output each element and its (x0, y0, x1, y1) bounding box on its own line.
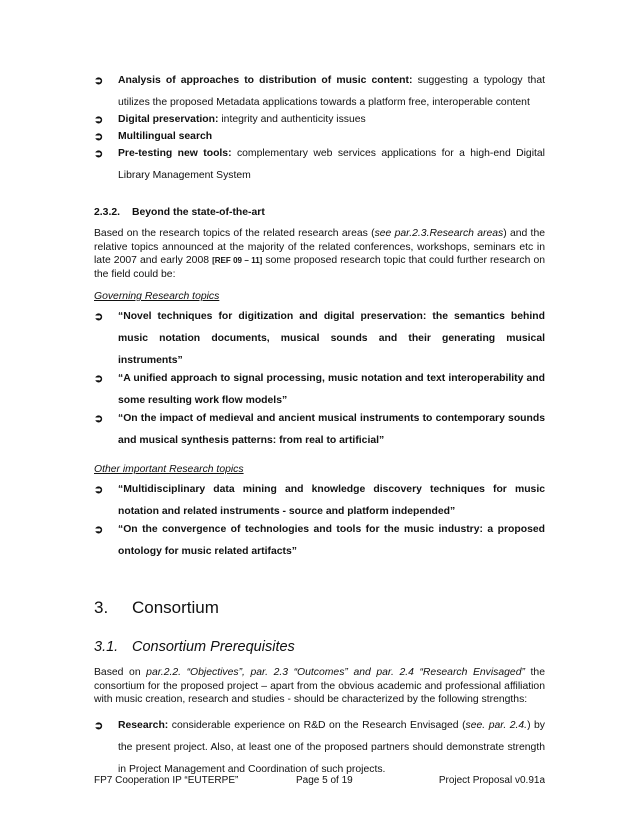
paragraph-state-of-the-art (94, 227, 545, 281)
section-heading-3 (94, 598, 545, 618)
governing-topics-heading: Governing Research topics (94, 291, 220, 302)
bullet-text: “Multidisciplinary data mining and knowledge discovery techniques for music notation and related instruments - source and platform independed” (118, 484, 545, 517)
arrow-bullet-icon: ➲ (94, 524, 104, 536)
bullet-text: “A unified approach to signal processing, music notation and text interoperability and some resulting work flow models” (118, 373, 545, 406)
section-number: 2.3.2. (94, 207, 120, 218)
arrow-bullet-icon: ➲ (94, 719, 104, 732)
arrow-bullet-icon: ➲ (94, 131, 104, 143)
footer-page-number: Page 5 of 19 (296, 775, 353, 786)
footer-left: FP7 Cooperation IP “EUTERPE” (94, 775, 239, 786)
bullet-bold: Multilingual search (118, 131, 213, 142)
section-number: 3.1. (94, 639, 119, 655)
bullet-item (94, 306, 545, 372)
arrow-bullet-icon: ➲ (94, 148, 104, 160)
bullet-text: integrity and authenticity issues (218, 114, 366, 125)
bullet-bold: Analysis of approaches to distribution of music content: (118, 75, 413, 86)
paragraph-consortium (94, 666, 545, 707)
page-footer (94, 775, 545, 787)
arrow-bullet-icon: ➲ (94, 114, 104, 126)
bullet-bold: Research: (118, 719, 169, 731)
bullet-bold: Pre-testing new tools: (118, 148, 232, 159)
bullet-item (94, 519, 545, 563)
bullet-item (94, 368, 545, 412)
arrow-bullet-icon: ➲ (94, 413, 104, 425)
text: Based on (94, 667, 147, 678)
arrow-bullet-icon: ➲ (94, 311, 104, 323)
text: some proposed research topic that could further research on the field could be: (94, 255, 545, 280)
bullet-text: “On the convergence of technologies and tools for the music industry: a proposed ontology for music related artifacts” (118, 524, 545, 557)
bullet-item (94, 715, 545, 781)
bullet-bold: Digital preservation: (118, 114, 219, 125)
section-title: Consortium (132, 598, 219, 617)
text: Based on the research topics of the related research areas ( (94, 228, 375, 239)
bullet-item (94, 143, 545, 187)
bullet-text: considerable experience on R&D on the Research Envisaged ( (168, 719, 466, 731)
section-title: Consortium Prerequisites (132, 639, 295, 655)
bullet-text: “Novel techniques for digitization and digital preservation: the semantics behind music notation documents, musical sounds and their generating musical instruments” (118, 311, 545, 366)
section-title: Beyond the state-of-the-art (132, 207, 265, 218)
other-topics-heading: Other important Research topics (94, 464, 244, 475)
text: ) and the relative topics announced at the majority of the related conferences, workshops, seminars etc in late 2007 and early 2008 (94, 228, 545, 266)
bullet-item (94, 70, 545, 114)
bullet-text: “On the impact of medieval and ancient musical instruments to contemporary sounds and musical synthesis patterns: from real to artificial” (118, 413, 545, 446)
page-content (94, 62, 545, 781)
text: the consortium for the proposed project – apart from the obvious academic and professional affiliation with music creation, research and studies - should be characterized by the following strengths: (94, 667, 545, 705)
bullet-text: ) by the present project. Also, at least one of the proposed partners should demonstrate strength in Project Management and Coordination of such projects. (118, 719, 546, 775)
bullet-item (94, 479, 545, 523)
section-heading-2-3-2 (94, 207, 545, 218)
arrow-bullet-icon: ➲ (94, 75, 104, 87)
text-italic: par.2.2. “Objectives”, par. 2.3 “Outcomes” and par. 2.4 “Research Envisaged” (146, 667, 525, 678)
section-number: 3. (94, 598, 109, 617)
bullet-text-italic: see. par. 2.4. (465, 719, 528, 731)
text-italic: see par.2.3.Research areas (374, 228, 504, 239)
footer-right: Project Proposal v0.91a (438, 775, 545, 786)
reference: [REF 09 – 11] (212, 256, 263, 265)
arrow-bullet-icon: ➲ (94, 373, 104, 385)
bullet-text: complementary web services applications for a high-end Digital Library Management System (118, 148, 545, 181)
section-heading-3-1 (94, 638, 545, 656)
bullet-item (94, 408, 545, 452)
bullet-text: suggesting a typology that utilizes the proposed Metadata applications towards a platform free, interoperable content (118, 75, 546, 108)
arrow-bullet-icon: ➲ (94, 484, 104, 496)
